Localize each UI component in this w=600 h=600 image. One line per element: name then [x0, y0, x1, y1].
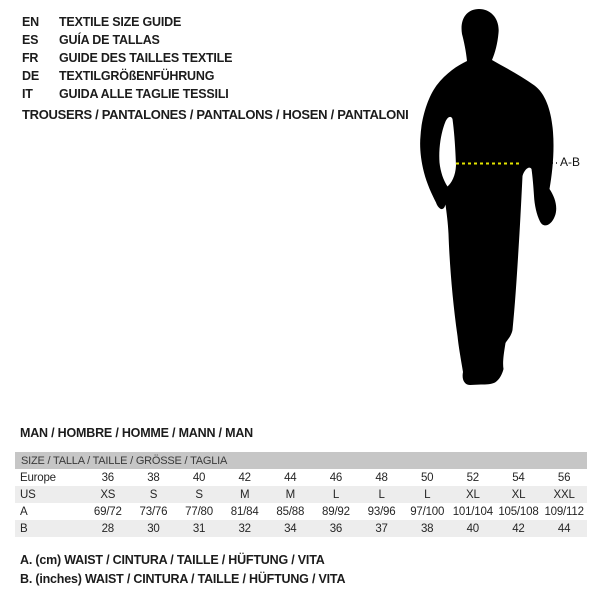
table-row-us [15, 486, 587, 503]
size-cell: 31 [176, 520, 222, 537]
man-silhouette-icon [420, 9, 556, 385]
legend-line-b: B. (inches) WAIST / CINTURA / TAILLE / HÜFTUNG / VITA [20, 571, 346, 586]
size-cell: XXL [541, 486, 587, 503]
size-cell: 44 [284, 471, 297, 484]
size-cell: 42 [238, 471, 251, 484]
size-cell: 69/72 [93, 505, 122, 518]
row-label: A [20, 505, 28, 518]
size-table-header-row [15, 452, 587, 469]
language-label: GUÍA DE TALLAS [59, 33, 160, 47]
size-cell: 40 [192, 471, 206, 484]
size-cell: L [404, 486, 450, 503]
table-row-a-cm [15, 503, 587, 520]
size-cell: 97/100 [410, 505, 445, 518]
row-label: US [15, 486, 85, 503]
table-row-b-inches [15, 520, 587, 537]
size-cell: 93/96 [367, 505, 396, 518]
language-code: FR [22, 51, 39, 65]
size-cell: M [222, 486, 268, 503]
row-label: Europe [20, 471, 56, 484]
size-cell: 30 [131, 520, 177, 537]
size-cell: 32 [222, 520, 268, 537]
language-code: DE [22, 69, 39, 83]
size-cell: L [313, 486, 359, 503]
size-cell: 37 [359, 520, 405, 537]
size-cell: 34 [268, 520, 314, 537]
gender-title: MAN / HOMBRE / HOMME / MANN / MAN [20, 426, 253, 440]
measurement-legend [20, 551, 345, 588]
size-cell: XS [85, 486, 131, 503]
size-cell: S [131, 486, 177, 503]
size-cell: 101/104 [452, 505, 493, 518]
size-table [15, 452, 587, 537]
size-cell: 77/80 [185, 505, 213, 518]
size-cell: 81/84 [230, 505, 259, 518]
size-cell: 38 [404, 520, 450, 537]
size-cell: S [176, 486, 222, 503]
size-cell: M [268, 486, 314, 503]
size-cell: 44 [541, 520, 587, 537]
size-cell: 36 [101, 471, 115, 484]
language-label: TEXTILGRÖßENFÜHRUNG [59, 69, 215, 83]
size-cell: 42 [496, 520, 542, 537]
size-cell: 109/112 [544, 505, 584, 518]
category-title: TROUSERS / PANTALONES / PANTALONS / HOSEN / PANTALONI [22, 107, 409, 122]
size-cell: 50 [420, 471, 434, 484]
language-code: ES [22, 33, 39, 47]
size-cell: 28 [85, 520, 131, 537]
language-code: IT [22, 87, 33, 101]
size-cell: 36 [313, 520, 359, 537]
size-cell: 89/92 [322, 505, 350, 518]
table-row-europe [15, 469, 587, 486]
language-label: GUIDE DES TAILLES TEXTILE [59, 51, 233, 65]
language-label: TEXTILE SIZE GUIDE [59, 15, 182, 29]
size-cell: 85/88 [276, 505, 305, 518]
waist-measure-label: A-B [560, 155, 581, 169]
size-cell: 38 [147, 471, 160, 484]
size-cell: 73/76 [139, 505, 168, 518]
language-code: EN [22, 15, 39, 29]
language-label: GUIDA ALLE TAGLIE TESSILI [59, 87, 229, 101]
size-cell: XL [450, 486, 496, 503]
legend-line-a: A. (cm) WAIST / CINTURA / TAILLE / HÜFTUNG / VITA [20, 553, 325, 567]
row-label: B [15, 520, 85, 537]
size-cell: 48 [375, 471, 388, 484]
size-cell: 46 [329, 471, 343, 484]
size-cell: 52 [466, 471, 480, 484]
size-cell: 56 [557, 471, 571, 484]
size-table-header: SIZE / TALLA / TAILLE / GRÖSSE / TAGLIA [15, 452, 587, 469]
size-cell: 54 [512, 471, 525, 484]
size-cell: 40 [450, 520, 496, 537]
size-cell: 105/108 [498, 505, 539, 518]
size-cell: L [359, 486, 405, 503]
size-cell: XL [496, 486, 542, 503]
